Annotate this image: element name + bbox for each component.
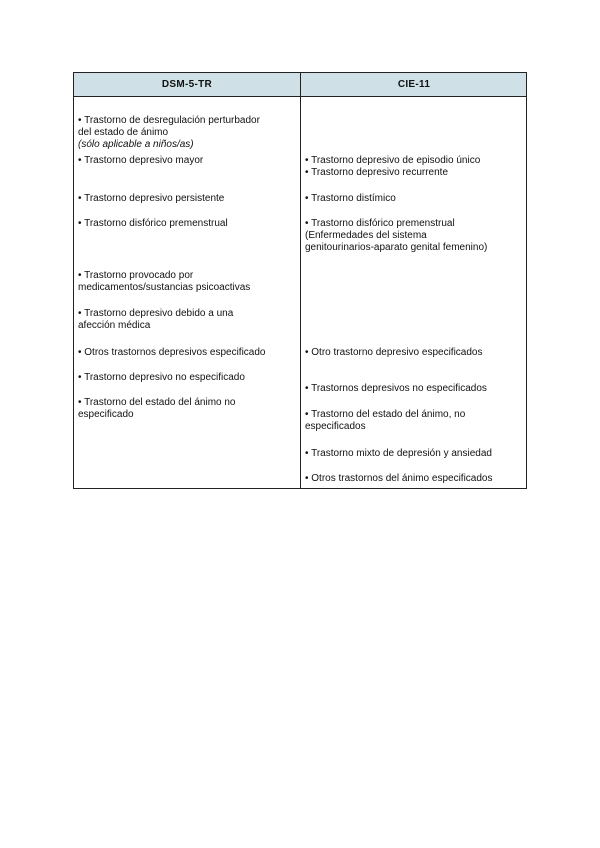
cie-item: • Trastorno disfórico premenstrual (Enfermedades del sistema genitourinarios-aparato genital femenino) xyxy=(305,218,488,253)
dsm-item: • Trastorno disfórico premenstrual xyxy=(78,218,228,229)
cie-item: • Trastorno distímico xyxy=(305,193,396,204)
dsm-item-text: • Trastorno de desregulación perturbador del estado de ánimo xyxy=(78,115,260,138)
dsm-item xyxy=(78,103,296,163)
cie-item: • Trastornos depresivos no especificados xyxy=(305,383,487,394)
dsm-item: • Trastorno del estado del ánimo no especificado xyxy=(78,397,236,420)
header-cie: CIE-11 xyxy=(397,79,431,90)
dsm-item: • Trastorno depresivo no especificado xyxy=(78,372,245,383)
dsm-item: • Trastorno depresivo mayor xyxy=(78,155,204,166)
header-dsm: DSM-5-TR xyxy=(161,79,213,90)
column-divider xyxy=(300,73,301,488)
comparison-table xyxy=(73,72,527,489)
dsm-item-note: (sólo aplicable a niños/as) xyxy=(78,139,194,150)
dsm-item: • Trastorno depresivo persistente xyxy=(78,193,225,204)
cie-item: • Trastorno mixto de depresión y ansiedad xyxy=(305,448,492,459)
dsm-item: • Trastorno provocado por medicamentos/sustancias psicoactivas xyxy=(78,270,251,293)
cie-item: • Otros trastornos del ánimo especificados xyxy=(305,473,493,484)
cie-item: • Trastorno del estado del ánimo, no especificados xyxy=(305,409,466,432)
cie-item: • Trastorno depresivo de episodio único • Trastorno depresivo recurrente xyxy=(305,155,481,178)
cie-item: • Otro trastorno depresivo especificados xyxy=(305,347,483,358)
dsm-item: • Trastorno depresivo debido a una afección médica xyxy=(78,308,234,331)
dsm-item: • Otros trastornos depresivos especificado xyxy=(78,347,266,358)
